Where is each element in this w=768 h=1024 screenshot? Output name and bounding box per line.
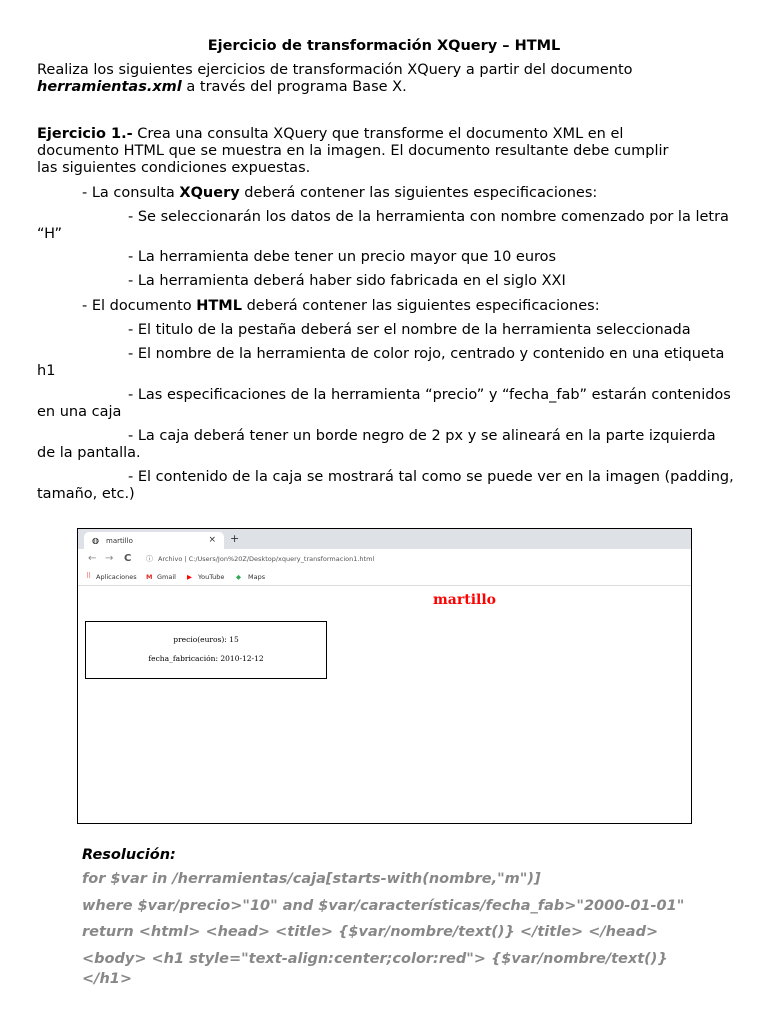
xquery-spec-item: - La herramienta deberá haber sido fabricada en el siglo XXI (128, 273, 566, 289)
info-icon: ⓘ (146, 555, 153, 563)
html-spec-item (37, 428, 737, 462)
resolucion-label: Resolución: (82, 847, 176, 863)
back-arrow-icon: ← (88, 553, 97, 564)
code-line: </h1> (82, 971, 133, 987)
xquery-spec-item: - La herramienta debe tener un precio mayor que 10 euros (128, 249, 557, 265)
precio-text: precio(euros): 15 (173, 635, 239, 644)
tool-heading: martillo (432, 592, 497, 608)
html-spec-pre: - El documento (82, 298, 197, 314)
maps-icon: ◆ (236, 573, 241, 581)
ejercicio-paragraph (37, 126, 737, 177)
html-item-5b: (padding, tamaño, etc.) (37, 469, 734, 502)
intro-line1: Realiza los siguientes ejercicios de transformación XQuery a partir del documento (37, 62, 633, 78)
html-item-3a: - Las especificaciones de la herramienta “precio” y “fecha_fab” estarán (128, 387, 647, 403)
reload-icon: C (124, 553, 132, 564)
intro-paragraph (37, 62, 737, 96)
ejercicio-text1: Crea una consulta XQuery que transforme el documento XML en el (132, 126, 624, 142)
tab-title: martillo (106, 537, 133, 545)
ejercicio-text3: las siguientes condiciones expuestas. (37, 160, 311, 176)
spec-box (85, 621, 327, 679)
html-spec-post: deberá contener las siguientes especificaciones: (241, 298, 600, 314)
xquery-item-1b: letra “H” (37, 209, 729, 242)
html-item-5a: - El contenido de la caja se mostrará tal como se puede ver en la imagen (128, 469, 660, 485)
globe-icon: ◍ (92, 536, 99, 545)
xquery-spec-post: deberá contener las siguientes especificaciones: (239, 185, 598, 201)
fecha-text: fecha_fabricación: 2010-12-12 (148, 654, 264, 663)
html-item-3b: contenidos en una caja (37, 387, 731, 420)
html-spec-item (37, 387, 737, 421)
intro-file: herramientas.xml (37, 79, 182, 95)
html-item-2a: - El nombre de la herramienta de color rojo, centrado y contenido en una (128, 346, 660, 362)
html-item-2b: etiqueta h1 (37, 346, 725, 379)
html-spec-item (37, 346, 737, 380)
youtube-icon: ▶ (187, 573, 192, 581)
code-line: for $var in /herramientas/caja[starts-with(nombre,"m")] (82, 871, 541, 887)
apps-grid-icon: ⠿ (86, 572, 92, 580)
forward-arrow-icon: → (105, 553, 114, 564)
tab-close-icon: × (208, 535, 216, 545)
url-text: Archivo | C:/Users/Jon%20Z/Desktop/xquery_transformacion1.html (158, 555, 375, 563)
bookmark-aplicaciones: Aplicaciones (96, 573, 137, 581)
html-spec-bold: HTML (196, 298, 242, 314)
xquery-spec-pre: - La consulta (82, 185, 180, 201)
new-tab-icon: + (230, 532, 240, 545)
html-item-4a: - La caja deberá tener un borde negro de 2 px y se alineará en la parte (128, 428, 645, 444)
html-spec-item (37, 469, 737, 503)
browser-tab (84, 532, 224, 549)
ejercicio-text2: documento HTML que se muestra en la imagen. El documento resultante debe cumplir (37, 143, 669, 159)
code-line: <body> <h1 style="text-align:center;color:red"> {$var/nombre/text()} (82, 951, 668, 967)
code-line: where $var/precio>"10" and $var/características/fecha_fab>"2000-01-01" (82, 898, 685, 914)
html-spec-item: - El titulo de la pestaña deberá ser el nombre de la herramienta seleccionada (128, 322, 691, 338)
code-line: return <html> <head> <title> {$var/nombre/text()} </title> </head> (82, 924, 659, 940)
bookmark-maps: Maps (248, 573, 266, 581)
gmail-icon: M (146, 573, 153, 581)
intro-line2: a través del programa Base X. (181, 79, 407, 95)
bookmarks-bar (78, 569, 691, 586)
xquery-item-1a: - Se seleccionarán los datos de la herramienta con nombre comenzado por la (128, 209, 691, 225)
bookmark-gmail: Gmail (157, 573, 176, 581)
ejercicio-label: Ejercicio 1.- (37, 126, 133, 142)
page-title: Ejercicio de transformación XQuery – HTML (207, 38, 561, 54)
address-bar (78, 549, 691, 569)
xquery-spec-heading (82, 185, 768, 202)
html-item-4b: izquierda de la pantalla. (37, 428, 716, 461)
browser-screenshot (77, 528, 692, 824)
html-spec-heading (82, 298, 768, 315)
xquery-spec-item (37, 209, 737, 243)
xquery-spec-bold: XQuery (179, 185, 240, 201)
bookmark-youtube: YouTube (198, 573, 225, 581)
browser-tab-bar (78, 529, 691, 549)
